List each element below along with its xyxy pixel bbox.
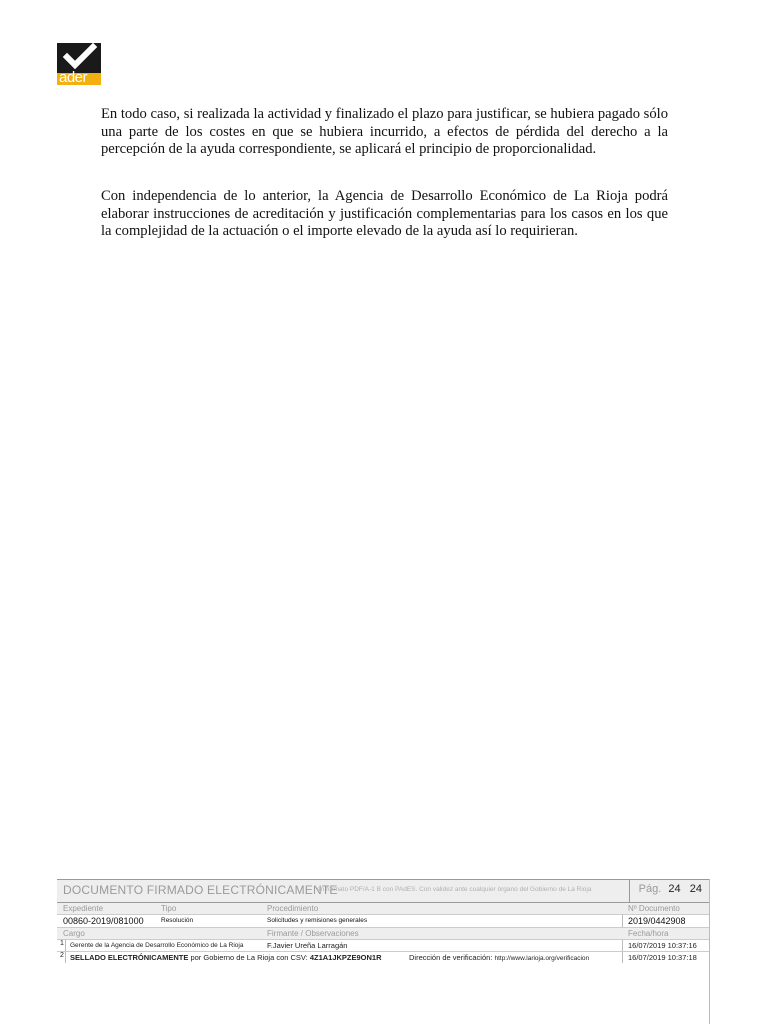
ader-logo xyxy=(57,43,101,85)
right-margin-rule xyxy=(709,879,710,1024)
signer-1-number: 1 xyxy=(60,940,64,947)
label-fecha: Fecha/hora xyxy=(628,929,669,938)
signer-1-fecha: 16/07/2019 10:37:16 xyxy=(628,941,697,950)
value-tipo: Resolución xyxy=(161,917,194,924)
seal-csv: 4Z1A1JKPZE9ON1R xyxy=(309,953,382,962)
signer-2-fecha: 16/07/2019 10:37:18 xyxy=(628,953,697,962)
verification xyxy=(409,952,589,964)
value-expediente: 00860-2019/081000 xyxy=(63,916,144,926)
footer-note: en formato PDF/A-1 B con PAdES. Con validez ante cualquier órgano del Gobierno de La Rioja xyxy=(317,886,592,893)
verification-label: Dirección de verificación: xyxy=(409,953,493,962)
value-procedimiento: Solicitudes y remisiones generales xyxy=(267,917,368,924)
seal-label: SELLADO ELECTRÓNICAMENTE xyxy=(70,953,189,962)
paragraph-1: En todo caso, si realizada la actividad y finalizado el plazo para justificar, se hubiera pagado sólo una parte de los costes en que se hubiera incurrido, a efectos de pérdida del derecho a la percepción de la ayuda correspondiente, se aplicará el principio de proporcionalidad. xyxy=(101,106,668,157)
labels-row-1 xyxy=(57,903,710,915)
footer-title: DOCUMENTO FIRMADO ELECTRÓNICAMENTE xyxy=(63,883,338,897)
label-procedimiento: Procedimiento xyxy=(267,904,319,913)
logo-text: ader xyxy=(59,69,88,85)
label-cargo: Cargo xyxy=(63,929,85,938)
signer-row-1 xyxy=(57,940,710,952)
value-documento: 2019/0442908 xyxy=(628,916,686,926)
values-row-1 xyxy=(57,915,710,928)
page-label: Pág. xyxy=(638,883,662,895)
signer-row-2 xyxy=(57,952,710,963)
signer-2-number: 2 xyxy=(60,952,64,959)
signature-footer xyxy=(57,879,710,963)
labels-row-2 xyxy=(57,928,710,940)
seal-text xyxy=(70,952,382,963)
page-indicator xyxy=(639,883,702,895)
page-total: 24 xyxy=(689,883,702,895)
footer-header xyxy=(57,879,710,903)
seal-por: por Gobierno de La Rioja con CSV: xyxy=(190,953,308,962)
signer-1-firmante: F.Javier Ureña Larragán xyxy=(267,941,348,950)
label-expediente: Expediente xyxy=(63,904,104,913)
signer-1-cargo: Gerente de la Agencia de Desarrollo Económico de La Rioja xyxy=(70,942,244,949)
page-current: 24 xyxy=(668,883,681,895)
verification-url[interactable]: http://www.larioja.org/verificacion xyxy=(494,955,590,962)
paragraph-2: Con independencia de lo anterior, la Agencia de Desarrollo Económico de La Rioja podrá elaborar instrucciones de acreditación y justificación complementarias para los casos en los que la complejidad de la actuación o el importe elevado de la ayuda así lo requirieran. xyxy=(101,188,668,239)
label-firmante: Firmante / Observaciones xyxy=(267,929,359,938)
label-tipo: Tipo xyxy=(161,904,177,913)
label-documento: Nº Documento xyxy=(628,904,680,913)
